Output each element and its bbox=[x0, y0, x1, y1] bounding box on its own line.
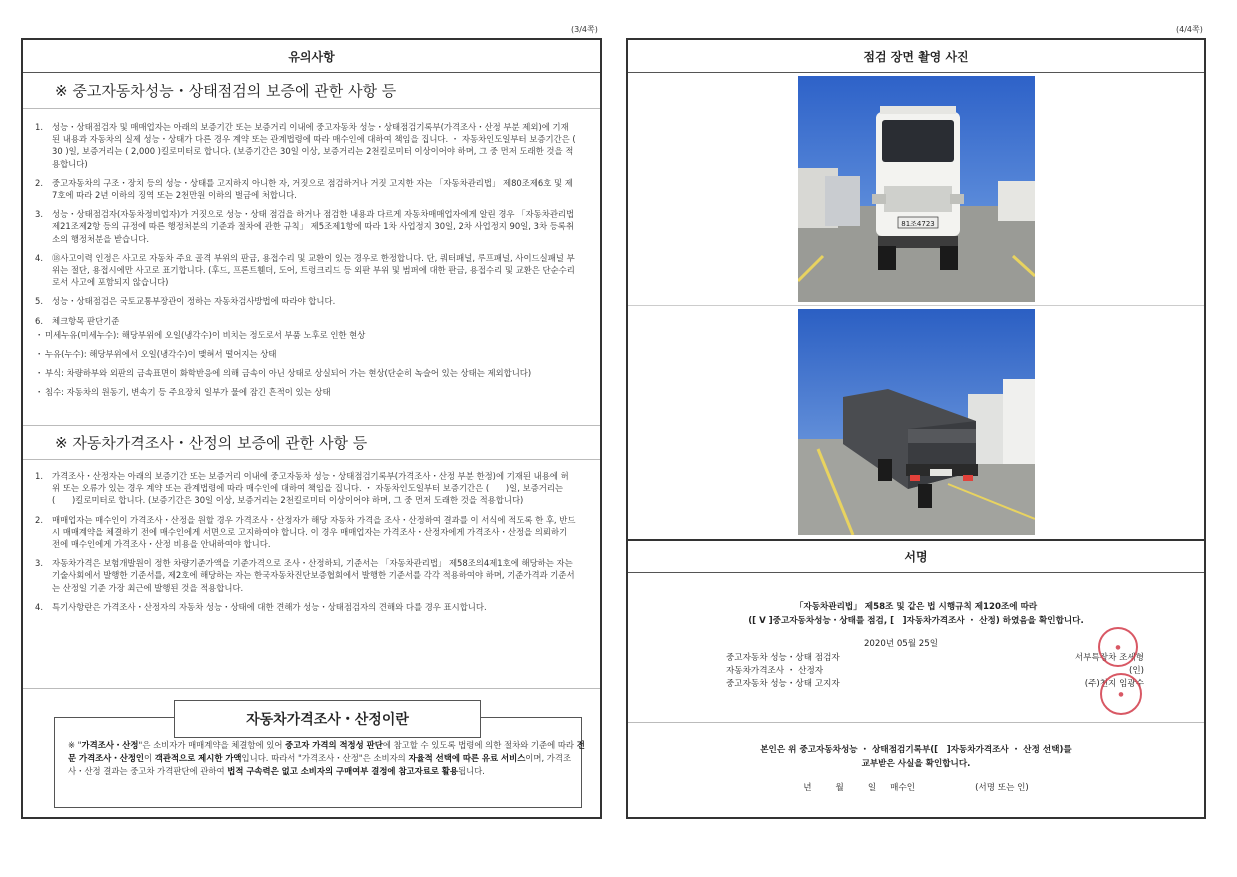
signer-row: 중고자동차 성능・상태 점검자 서부특장차 조세형 bbox=[726, 653, 1144, 663]
list-item: 6. 체크항목 판단기준 bbox=[35, 315, 120, 326]
section1-list bbox=[23, 109, 600, 425]
photo-header: 점검 장면 촬영 사진 bbox=[628, 40, 1204, 73]
criteria-block bbox=[35, 329, 576, 399]
buyer-sign-line: 년 월 일 매수인 (서명 또는 인) bbox=[803, 783, 1029, 793]
signer-row: 자동차가격조사 ・ 산정자 (인) bbox=[726, 666, 1144, 676]
photo-sign-panel bbox=[626, 38, 1206, 819]
page-number-left: (3/4쪽) bbox=[571, 25, 598, 34]
signer-row: 중고자동차 성능・상태 고지자 (주)천지 임광수 bbox=[726, 679, 1144, 689]
section2-list bbox=[23, 460, 600, 613]
list-item: 1. 가격조사・산정자는 아래의 보증기간 또는 보증거리 이내에 중고자동차 성능・상태점검기록부(가격조사・산정 부분 한정)에 기재된 내용에 허위 또는 오류가 있는 경우 계약 또는 관계법령에 따라 매수인에 대하여 책임을 집니다. ・ 자동차인도일부터 보증기간은 ( )일, 보증거리는 ( )킬로미터로 합니다. (보증기간은 30일 이상, 보증거리는 2천킬로미터 이상이어야 하며, 그 중 먼저 도래한 것을 적용합니다) bbox=[35, 471, 569, 506]
sign-date: 2020년 05월 25일 bbox=[863, 639, 939, 649]
notes-header: 유의사항 bbox=[23, 40, 600, 73]
criteria-item: ・ 부식: 차량하부와 외판의 금속표면이 화학반응에 의해 금속이 아닌 상태로 상실되어 가는 현상(단순히 녹슬어 있는 상태는 제외합니다) bbox=[35, 368, 532, 379]
criteria-item: ・ 미세누유(미세누수): 해당부위에 오일(냉각수)이 비치는 정도로서 부품 노후로 인한 현상 bbox=[35, 329, 366, 340]
list-item: 4. ⑱사고이력 인정은 사고로 자동차 주요 골격 부위의 판금, 용접수리 및 교환이 있는 경우로 한정합니다. 단, 쿼터패널, 루프패널, 사이드실패널 부위는 절단, 용접시에만 사고로 표기합니다. (후드, 프론트휀더, 도어, 트렁크리드 등 외판 부위 및 범퍼에 대한 판금, 용접수리 및 교환은 단순수리로서 사고에 포함되지 않습니다) bbox=[35, 252, 575, 288]
criteria-item: ・ 누유(누수): 해당부위에서 오일(냉각수)이 맺혀서 떨어지는 상태 bbox=[35, 349, 277, 360]
criteria-item: ・ 침수: 자동차의 원동기, 변속기 등 주요장치 일부가 물에 잠긴 흔적이 있는 상태 bbox=[35, 387, 331, 398]
list-item: 5. 성능・상태점검은 국토교통부장관이 정하는 자동차검사방법에 따라야 합니다. bbox=[35, 296, 336, 307]
truck-front-photo bbox=[798, 76, 1035, 302]
truck-rear-photo bbox=[798, 309, 1035, 535]
signature-field[interactable]: (서명 또는 인) bbox=[975, 783, 1029, 793]
confirm-line-2: 교부받은 사실을 확인합니다. bbox=[861, 759, 971, 769]
law-line: 「자동차관리법」 제58조 및 같은 법 시행규칙 제120조에 따라 bbox=[794, 602, 1038, 612]
list-item: 4. 특기사항란은 가격조사・산정자의 자동차 성능・상태에 대한 견해가 성능・상태점검자의 견해와 다를 경우 표시합니다. bbox=[35, 601, 487, 612]
confirm-block bbox=[628, 723, 1204, 817]
list-item: 2. 매매업자는 매수인이 가격조사・산정을 원할 경우 가격조사・산정자가 해당 자동차 가격을 조사・산정하여 결과를 이 서식에 적도록 한 후, 반드시 매매계약을 체결하기 전에 매수인에게 서면으로 고지하여야 합니다. 이 경우 매매업자는 가격조사・산정자에게 가격조사・산정을 의뢰하기 전에 매수인에게 가격조사・산정 비용을 안내하여야 합니다. bbox=[35, 514, 576, 550]
notice-label: 자동차가격조사・산정이란 bbox=[174, 700, 481, 738]
list-item: 3. 성능・상태점검자(자동차정비업자)가 거짓으로 성능・상태 점검을 하거나 점검한 내용과 다르게 자동차매매업자에게 알린 경우 「자동차관리법 제21조제2항 등의 규정에 따른 행정처분의 기준과 절차에 관한 규칙」 제5조제1항에 따라 1차 사업정지 30일, 2차 사업정지 90일, 3차 등록취소의 행정처분을 받습니다. bbox=[35, 209, 575, 244]
list-item: 1. 성능・상태점검자 및 매매업자는 아래의 보증기간 또는 보증거리 이내에 중고자동차 성능・상태점검기록부(가격조사・산정 부분 제외)에 기재된 내용과 자동차의 실제 성능・상태가 다른 경우 계약 또는 관계법령에 따라 매수인에 대하여 책임을 집니다. ・ 자동차인도일부터 보증기간은 ( 30 )일, 보증거리는 ( 2,000 )킬로미터로 합니다. (보증기간은 30일 이상, 보증거리는 2천킬로미터 이상이어야 하며, 그 중 먼저 도래한 것을 적용합니다) bbox=[35, 122, 576, 169]
signature-header: 서명 bbox=[628, 539, 1204, 573]
rear-photo-cell bbox=[628, 306, 1204, 539]
notice-area bbox=[23, 688, 600, 819]
list-item: 3. 자동차가격은 보험개발원이 정한 차량기준가액을 기준가격으로 조사・산정하되, 기준서는 「자동차관리법」 제58조의4제1호에 해당하는 자는 기술사회에서 발행한 기준서를, 제2호에 해당하는 자는 한국자동차진단보증협회에서 발행한 기준서를 각각 적용하여야 하며, 기준가격과 기준서는 산정일 기준 가장 최근에 발행된 것을 적용합니다. bbox=[35, 558, 575, 593]
law-confirm-line: ([ V ]중고자동차성능・상태를 점검, [ ]자동차가격조사 ・ 산정) 하였음을 확인합니다. bbox=[748, 616, 1084, 626]
signature-block bbox=[628, 573, 1204, 723]
front-photo-cell bbox=[628, 73, 1204, 306]
notice-text: ※ "가격조사・산정"은 소비자가 매매계약을 체결함에 있어 중고자 가격의 적정성 판단에 참고할 수 있도록 법령에 의한 절차와 기준에 따라 전문 가격조사・산정인이 객관적으로 제시한 가액입니다. 따라서 "가격조사・산정"은 소비자의 자율적 선택에 따른 유료 서비스이며, 가격조사・산정 결과는 중고차 가격판단에 관하여 법적 구속력은 없고 소비자의 구매여부 결정에 참고자료로 활용됩니다. bbox=[68, 740, 585, 776]
seal-stamp-icon: ● bbox=[1098, 627, 1138, 667]
plate-text: 81조4723 bbox=[901, 220, 935, 228]
section2-title: ※ 자동차가격조사・산정의 보증에 관한 사항 등 bbox=[23, 425, 600, 460]
section1-title: ※ 중고자동차성능・상태점검의 보증에 관한 사항 등 bbox=[23, 73, 600, 109]
seal-stamp-icon: ● bbox=[1100, 673, 1142, 715]
page-number-right: (4/4쪽) bbox=[1176, 25, 1203, 34]
list-item: 2. 중고자동차의 구조・장치 등의 성능・상태를 고지하지 아니한 자, 거짓으로 점검하거나 거짓 고지한 자는 「자동차관리법」 제80조제6호 및 제7호에 따라 2년 이하의 징역 또는 2천만원 이하의 벌금에 처합니다. bbox=[35, 177, 573, 201]
notes-panel bbox=[21, 38, 602, 819]
confirm-line: 본인은 위 중고자동차성능 ・ 상태점검기록부([ ]자동차가격조사 ・ 산정 선택)를 bbox=[760, 745, 1072, 755]
